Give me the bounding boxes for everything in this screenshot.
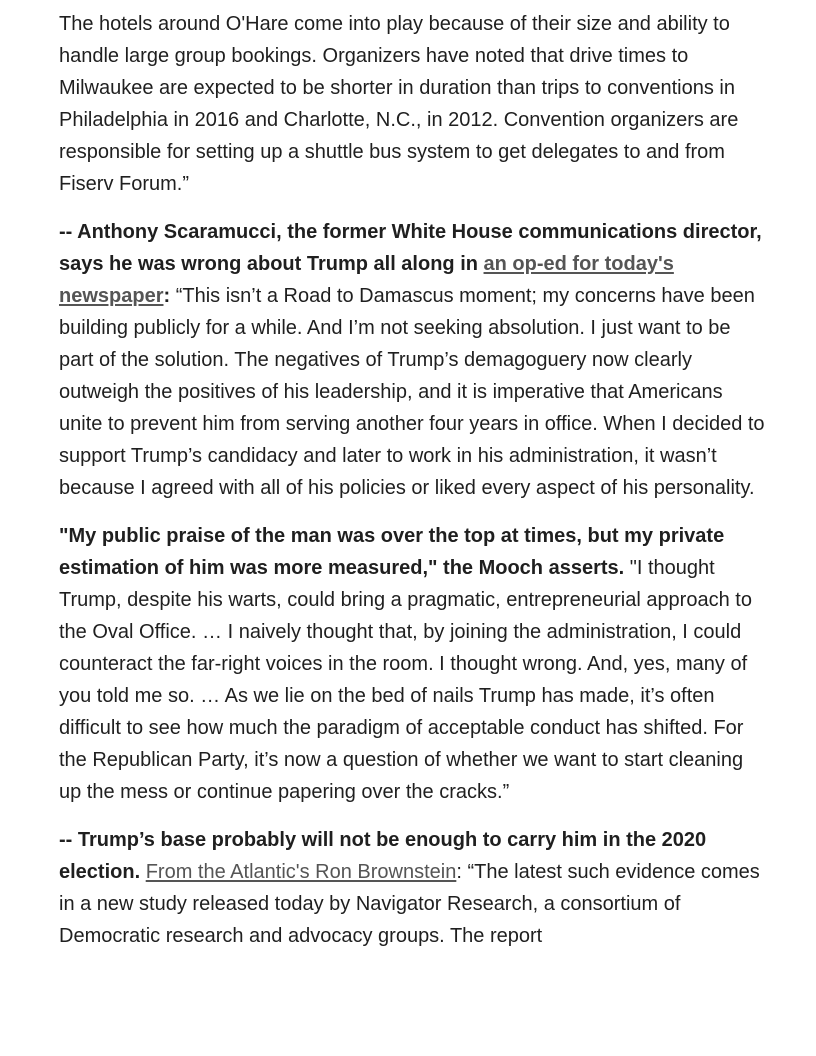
- paragraph-hotels: [59, 8, 766, 200]
- paragraph-text: “This isn’t a Road to Damascus moment; my concerns have been building publicly for a while. And I’m not seeking absolution. I just want to be part of the solution. The negatives of Trump’s demagoguery now clearly outweigh the positives of his leadership, and it is imperative that Americans unite to prevent him from serving another four years in office. When I decided to support Trump’s candidacy and later to work in his administration, it wasn’t because I agreed with all of his policies or liked every aspect of his personality.: [59, 285, 765, 499]
- op-ed-link[interactable]: an op-ed for today's newspaper: [59, 253, 674, 307]
- paragraph-text: "I thought Trump, despite his warts, could bring a pragmatic, entrepreneurial approach to the Oval Office. … I naively thought that, by joining the administration, I could counteract the far-right voices in the room. I thought wrong. And, yes, many of you told me so. … As we lie on the bed of nails Trump has made, it’s often difficult to see how much the paradigm of acceptable conduct has shifted. For the Republican Party, it’s now a question of whether we want to start cleaning up the mess or continue papering over the cracks.”: [59, 557, 752, 803]
- bold-colon: :: [163, 285, 171, 307]
- bold-lead: -- Trump’s base probably will not be enough to carry him in the 2020 election.: [59, 829, 707, 883]
- paragraph-text: : “The latest such evidence comes in a new study released today by Navigator Research, a consortium of Democratic research and advocacy groups. The report: [59, 861, 760, 947]
- paragraph-trump-base: [59, 824, 766, 952]
- paragraph-mooch: [59, 520, 766, 808]
- bold-lead: "My public praise of the man was over the top at times, but my private estimation of him was more measured," the Mooch asserts.: [59, 525, 725, 579]
- paragraph-scaramucci: [59, 216, 766, 504]
- paragraph-text: The hotels around O'Hare come into play because of their size and ability to handle large group bookings. Organizers have noted that drive times to Milwaukee are expected to be shorter in duration than trips to conventions in Philadelphia in 2016 and Charlotte, N.C., in 2012. Convention organizers are responsible for setting up a shuttle bus system to get delegates to and from Fiserv Forum.”: [59, 13, 739, 195]
- atlantic-link[interactable]: From the Atlantic's Ron Brownstein: [145, 861, 457, 883]
- bold-lead: -- Anthony Scaramucci, the former White House communications director, says he was wrong about Trump all along in: [59, 221, 762, 275]
